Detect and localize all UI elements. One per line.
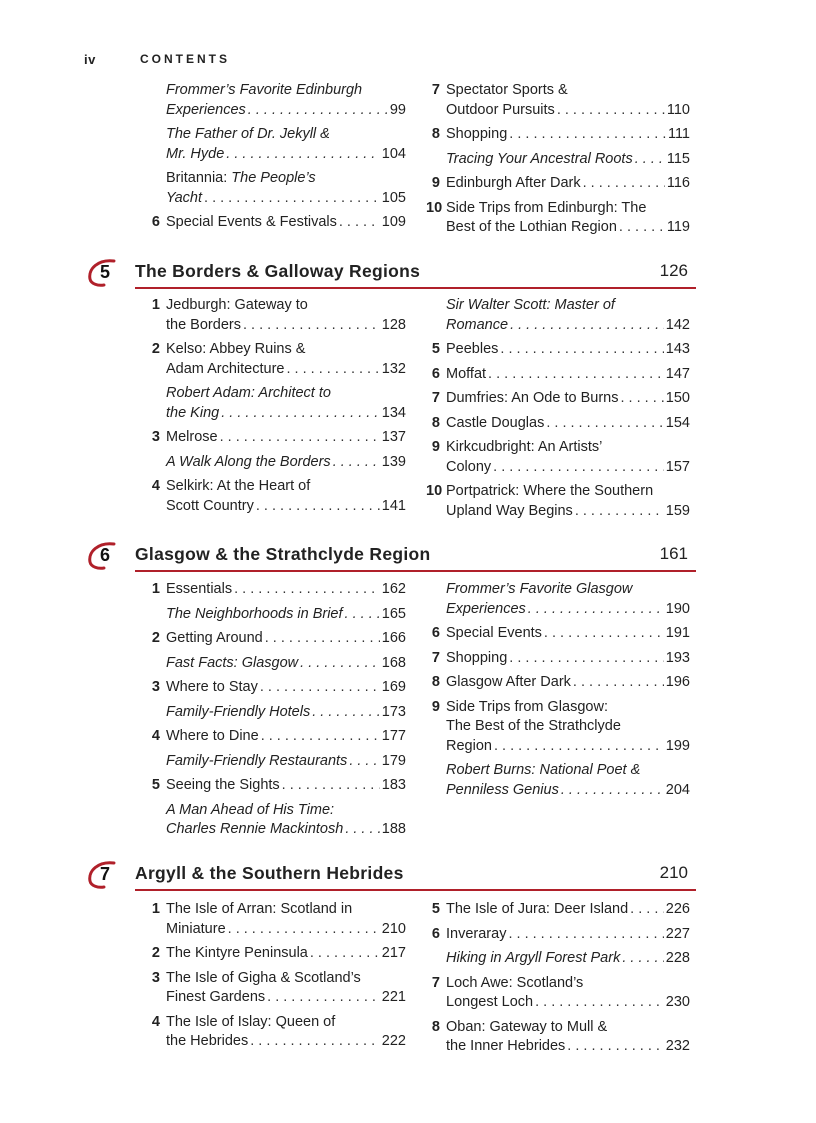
entry-page: 173 [381,703,406,720]
dot-leader [267,988,380,1008]
toc-column-right [426,296,690,526]
dot-leader [260,678,380,698]
entry-title: Where to Dine [166,728,259,744]
entry-page: 141 [381,497,406,514]
chapter-title: The Borders & Galloway Regions [135,261,421,281]
entry-number: 3 [151,679,160,695]
toc-entry[interactable] [146,580,406,600]
entry-title: Oban: Gateway to Mull & [446,1018,608,1035]
entry-page: 150 [665,390,690,406]
entry-page: 179 [381,752,406,769]
entry-number: 5 [151,777,160,793]
entry-page: 162 [381,581,406,597]
entry-title: the Borders [166,316,241,333]
entry-title: Frommer’s Favorite Glasgow [446,581,633,597]
entry-number: 1 [151,901,160,917]
toc-entry[interactable] [146,776,406,796]
toc-entry[interactable] [146,477,406,516]
entry-title: Edinburgh After Dark [446,175,581,191]
chapter-number: 6 [99,545,110,565]
toc-entry[interactable] [426,414,690,434]
entry-page: 190 [665,600,690,617]
entry-number: 10 [426,483,443,499]
entry-page: 142 [665,316,690,333]
toc-entry[interactable] [426,624,690,644]
dot-leader [234,580,380,600]
entry-title: Hiking in Argyll Forest Park [446,950,621,966]
entry-title: The Isle of Gigha & Scotland’s [166,969,361,986]
entry-number: 8 [431,674,440,690]
dot-leader [265,629,380,649]
dot-leader [243,316,380,336]
entry-title: The Isle of Jura: Deer Island [446,901,629,917]
chapter-page: 126 [659,261,688,280]
entry-number: 10 [426,199,443,216]
entry-title: Castle Douglas [446,414,545,431]
dot-leader [494,737,664,757]
entry-page: 210 [381,920,406,937]
entry-title: Side Trips from Edinburgh: The [446,199,647,216]
page-number: iv [84,52,96,67]
entry-page: 119 [666,219,690,235]
dot-leader [250,1032,380,1052]
entry-title: Miniature [166,920,226,937]
entry-page: 166 [381,630,406,646]
dot-leader [204,189,380,209]
dot-leader [282,776,380,796]
entry-page: 159 [665,502,690,519]
toc-entry[interactable] [426,150,690,170]
entry-number: 3 [151,429,160,445]
toc-entry[interactable] [146,654,406,674]
chapter-heading [84,260,696,284]
toc-column-left [146,580,406,845]
entry-page: 227 [665,925,690,942]
dot-leader [509,125,666,145]
entry-title: Scott Country [166,497,254,514]
toc-entry[interactable] [426,974,690,1013]
toc-entry[interactable] [146,169,406,208]
toc-entry[interactable] [426,125,690,145]
entry-title-italic-part: The People’s [231,170,316,186]
toc-entry[interactable] [146,900,406,939]
entry-title: Seeing the Sights [166,777,280,793]
entry-title: the King [166,404,220,421]
entry-page: 199 [665,737,690,754]
entry-title: The Best of the Strathclyde [446,718,621,734]
dot-leader [220,428,380,448]
entry-title: Robert Burns: National Poet & [446,762,641,778]
dot-leader [622,949,663,969]
toc-column-right [426,81,690,243]
dot-leader [528,600,664,620]
entry-title: Portpatrick: Where the Southern [446,483,654,499]
entry-page: 110 [666,101,690,118]
toc-entry[interactable] [426,1018,690,1057]
entry-number: 6 [431,625,440,641]
entry-number: 1 [151,297,160,313]
dot-leader [557,101,665,121]
entry-number: 6 [431,365,440,382]
entry-title: Inveraray [446,925,507,942]
entry-title: Dumfries: An Ode to Burns [446,390,619,406]
entry-page: 221 [381,989,406,1005]
entry-title: the Inner Hebrides [446,1038,566,1054]
dot-leader [339,213,380,233]
dot-leader [567,1037,664,1057]
entry-title: Kelso: Abbey Ruins & [166,341,306,357]
entry-title: Special Events [446,625,542,641]
dot-leader [508,925,663,945]
chapter-title: Argyll & the Southern Hebrides [135,863,404,883]
toc-entry[interactable] [426,900,690,920]
entry-title: Frommer’s Favorite Edinburgh [166,82,363,98]
toc-entry[interactable] [146,678,406,698]
entry-page: 228 [665,950,690,966]
dot-leader [630,900,664,920]
dot-leader [312,703,380,723]
toc-column-left [146,81,406,238]
chapter-number: 7 [99,864,110,884]
toc-column-left [146,900,406,1057]
chapter-rule [135,889,696,891]
dot-leader [261,727,380,747]
entry-title: Region [446,737,492,754]
dot-leader [228,920,380,940]
entry-number: 4 [151,478,160,494]
entry-page: 139 [381,453,406,470]
running-header [84,52,230,67]
entry-title: A Walk Along the Borders [166,453,331,470]
dot-leader [300,654,380,674]
entry-title: Experiences [166,101,246,118]
entry-title: Family-Friendly Restaurants [166,752,348,769]
chapter-page: 210 [659,863,688,882]
entry-page: 147 [665,365,690,382]
dot-leader [286,360,379,380]
toc-entry[interactable] [426,649,690,669]
entry-number: 7 [431,390,440,406]
entry-number: 9 [431,439,440,455]
dot-leader [620,389,663,409]
dot-leader [256,497,380,517]
toc-entry[interactable] [146,629,406,649]
entry-title: Longest Loch [446,994,534,1010]
entry-page: 204 [665,781,690,798]
entry-title: Yacht [166,189,203,206]
toc-column-right [426,580,690,805]
entry-title: Best of the Lothian Region [446,219,617,235]
entry-page: 128 [381,316,406,333]
entry-title: Sir Walter Scott: Master of [446,297,615,313]
entry-number: 8 [431,1018,440,1035]
entry-number: 1 [151,581,160,597]
dot-leader [493,458,664,478]
entry-number: 7 [431,82,440,98]
toc-entry[interactable] [426,698,690,757]
entry-page: 193 [665,649,690,666]
entry-page: 196 [665,674,690,690]
toc-entry[interactable] [426,949,690,969]
entry-page: 143 [665,341,690,357]
entry-page: 226 [665,901,690,917]
entry-number: 8 [431,126,440,142]
toc-entry[interactable] [146,384,406,423]
entry-page: 134 [381,404,406,421]
toc-entry[interactable] [146,213,406,233]
entry-title: Upland Way Begins [446,502,573,519]
entry-title: Charles Rennie Mackintosh [166,821,344,837]
entry-number: 6 [431,925,440,942]
entry-page: 111 [667,126,690,142]
dot-leader [310,944,380,964]
entry-title: Family-Friendly Hotels [166,703,311,720]
entry-number: 9 [431,698,440,715]
entry-title: The Neighborhoods in Brief [166,605,343,622]
entry-title: The Father of Dr. Jekyll & [166,126,330,142]
dot-leader [546,414,663,434]
entry-title: Mr. Hyde [166,145,225,162]
entry-page: 104 [381,145,406,162]
chapter-title: Glasgow & the Strathclyde Region [135,544,431,564]
toc-entry[interactable] [146,296,406,335]
entry-title: the Hebrides [166,1033,249,1049]
dot-leader [573,673,664,693]
entry-title: Romance [446,316,509,333]
entry-page: 232 [665,1038,690,1054]
entry-title: Finest Gardens [166,989,266,1005]
entry-title: Kirkcudbright: An Artists’ [446,439,603,455]
toc-entry[interactable] [426,761,690,800]
dot-leader [488,365,664,385]
entry-title: Spectator Sports & [446,82,568,98]
entry-title: Tracing Your Ancestral Roots [446,150,633,167]
entry-page: 116 [666,175,690,191]
entry-page: 165 [381,605,406,622]
toc-entry[interactable] [426,296,690,335]
dot-leader [535,993,664,1013]
entry-title: Shopping [446,649,508,666]
entry-page: 109 [381,214,406,230]
entry-page: 191 [665,625,690,641]
toc-entry[interactable] [426,580,690,619]
toc-entry[interactable] [426,438,690,477]
entry-page: 177 [381,728,406,744]
chapter-rule [135,570,696,572]
dot-leader [345,820,379,840]
entry-title: Jedburgh: Gateway to [166,297,308,313]
entry-page: 169 [381,679,406,695]
entry-page: 154 [665,414,690,431]
entry-number: 6 [151,214,160,230]
dot-leader [349,752,379,772]
entry-page: 137 [381,429,406,445]
toc-entry[interactable] [426,174,690,194]
entry-page: 230 [665,994,690,1010]
toc-column-left [146,296,406,521]
entry-title: Essentials [166,581,233,597]
entry-number: 7 [431,649,440,666]
entry-title: Colony [446,458,492,475]
entry-number: 2 [151,945,160,961]
entry-title: Selkirk: At the Heart of [166,478,311,494]
toc-entry[interactable] [146,801,406,840]
running-title: CONTENTS [140,52,230,66]
entry-title: Getting Around [166,630,263,646]
toc-entry[interactable] [146,944,406,964]
entry-title: Outdoor Pursuits [446,101,555,118]
dot-leader [248,101,388,121]
entry-title: The Kintyre Peninsula [166,945,308,961]
toc-entry[interactable] [426,925,690,945]
dot-leader [561,781,664,801]
entry-page: 188 [381,821,406,837]
dot-leader [619,218,665,238]
entry-title: Loch Awe: Scotland’s [446,974,584,991]
entry-page: 115 [666,150,690,167]
entry-number: 2 [151,630,160,646]
entry-title: The Isle of Islay: Queen of [166,1013,336,1030]
toc-entry[interactable] [146,428,406,448]
entry-title-part: Britannia: [166,170,232,186]
toc-entry[interactable] [426,673,690,693]
entry-title: Fast Facts: Glasgow [166,654,299,671]
entry-title: Moffat [446,365,487,382]
toc-entry[interactable] [426,199,690,238]
entry-title: Robert Adam: Architect to [166,385,331,401]
toc-entry[interactable] [146,969,406,1008]
chapter-rule [135,287,696,289]
toc-entry[interactable] [146,81,406,120]
entry-page: 217 [381,945,406,961]
entry-number: 3 [151,969,160,986]
entry-number: 2 [151,341,160,357]
entry-title: Shopping [446,126,508,142]
toc-entry[interactable] [146,727,406,747]
toc-entry[interactable] [426,389,690,409]
entry-number: 7 [431,974,440,991]
entry-page: 99 [389,101,406,118]
toc-column-right [426,900,690,1062]
entry-number: 5 [431,341,440,357]
entry-title: Glasgow After Dark [446,674,571,690]
entry-title: The Isle of Arran: Scotland in [166,901,353,917]
toc-entry[interactable] [146,752,406,772]
dot-leader [583,174,665,194]
entry-page: 157 [665,458,690,475]
entry-title: Experiences [446,600,526,617]
entry-number: 5 [431,901,440,917]
entry-title: Penniless Genius [446,781,559,798]
toc-entry[interactable] [146,453,406,473]
dot-leader [345,605,380,625]
chapter-number: 5 [99,262,110,282]
entry-number: 4 [151,1013,160,1030]
entry-page: 132 [381,360,406,377]
chapter-heading [84,862,696,886]
entry-title: Side Trips from Glasgow: [446,698,608,715]
chapter-page: 161 [659,544,688,563]
toc-entry[interactable] [146,1013,406,1052]
dot-leader [221,404,380,424]
entry-title: Adam Architecture [166,360,285,377]
toc-entry[interactable] [146,605,406,625]
toc-entry[interactable] [426,482,690,521]
toc-entry[interactable] [426,365,690,385]
dot-leader [544,624,664,644]
entry-number: 8 [431,414,440,431]
toc-entry[interactable] [426,340,690,360]
entry-title: A Man Ahead of His Time: [166,801,335,818]
toc-entry[interactable] [146,340,406,379]
entry-title: Peebles [446,341,499,357]
entry-title: Melrose [166,429,218,445]
dot-leader [510,316,664,336]
dot-leader [500,340,663,360]
dot-leader [575,502,664,522]
entry-number: 9 [431,175,440,191]
toc-entry[interactable] [146,125,406,164]
entry-page: 183 [381,777,406,793]
chapter-heading [84,543,696,567]
entry-title: Where to Stay [166,679,258,695]
entry-page: 105 [381,189,406,206]
entry-page: 222 [381,1033,406,1049]
dot-leader [226,145,380,165]
entry-page: 168 [381,654,406,671]
entry-number: 4 [151,728,160,744]
dot-leader [333,453,380,473]
entry-title: Special Events & Festivals [166,214,337,230]
toc-entry[interactable] [426,81,690,120]
toc-entry[interactable] [146,703,406,723]
dot-leader [635,150,665,170]
dot-leader [509,649,664,669]
